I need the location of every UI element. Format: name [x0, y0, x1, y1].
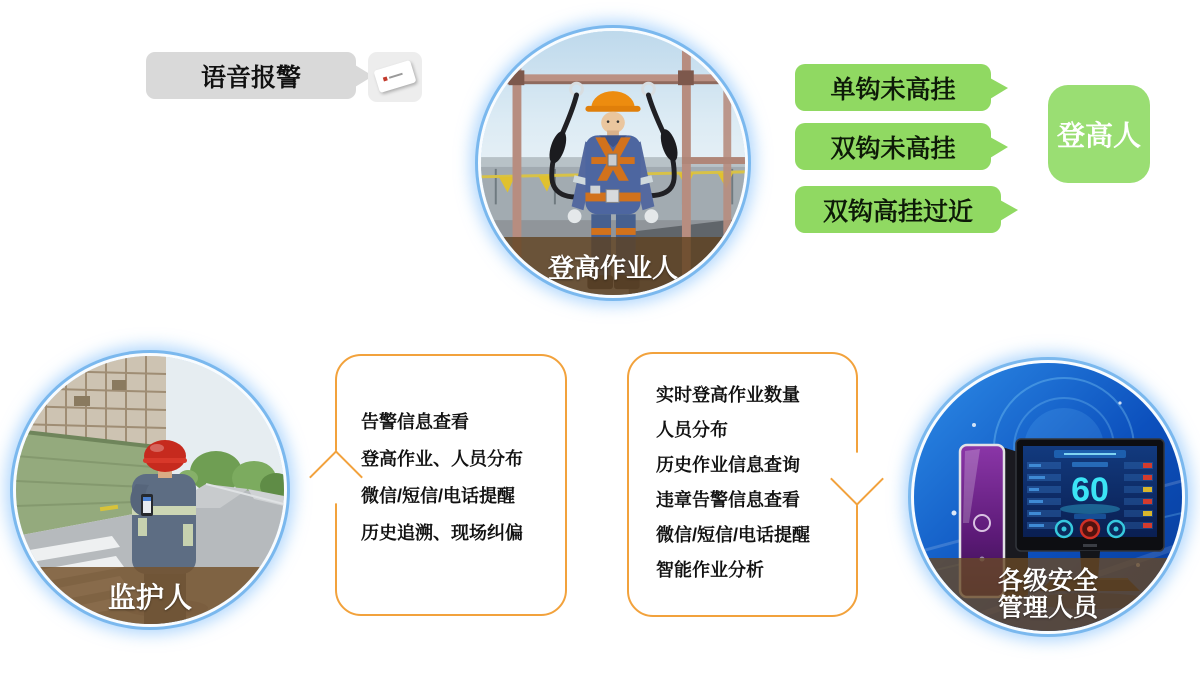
alarm-device-tile	[368, 52, 422, 102]
guardian-callout	[335, 354, 567, 616]
climber-photo-circle	[481, 31, 745, 295]
climber-badge-label: 登高人	[1056, 120, 1141, 151]
climber-badge	[1048, 85, 1150, 183]
alert-bubble-3-tail	[1000, 200, 1018, 221]
managers-label-line2: 管理人员	[997, 593, 1098, 622]
voice-alarm-device-icon	[373, 60, 416, 93]
managers-callout	[627, 352, 858, 617]
manager-feature-5: 微信/短信/电话提醒	[656, 525, 811, 545]
alert-bubble-2-tail	[990, 137, 1008, 158]
managers-photo-circle	[914, 363, 1182, 631]
manager-feature-3: 历史作业信息查询	[656, 455, 800, 475]
climber-label-band	[481, 237, 745, 295]
alert-bubble-single-hook	[795, 64, 991, 111]
guardian-feature-3: 微信/短信/电话提醒	[361, 486, 516, 506]
managers-label-band	[914, 558, 1182, 631]
guardian-photo-circle	[16, 356, 284, 624]
climber-label: 登高作业人	[547, 252, 678, 283]
managers-label-line1: 各级安全	[997, 566, 1098, 595]
alert-bubble-hooks-too-close	[795, 186, 1001, 233]
face	[601, 112, 625, 134]
guardian-feature-2: 登高作业、人员分布	[361, 449, 523, 469]
alert-bubble-double-hook	[795, 123, 991, 170]
voice-alarm-bubble	[146, 52, 356, 99]
guardian-feature-1: 告警信息查看	[361, 412, 469, 432]
device-logo-dot	[383, 76, 388, 81]
manager-feature-1: 实时登高作业数量	[656, 385, 800, 405]
manager-feature-4: 违章告警信息查看	[656, 490, 800, 510]
alert-label-1: 单钩未高挂	[830, 75, 956, 104]
alert-label-2: 双钩未高挂	[830, 134, 956, 163]
manager-feature-2: 人员分布	[656, 420, 728, 440]
device-logo-text	[389, 73, 403, 79]
guardian-label: 监护人	[107, 581, 192, 613]
dashboard-value: 60	[1071, 471, 1109, 509]
manager-feature-6: 智能作业分析	[656, 560, 764, 580]
guardian-feature-4: 历史追溯、现场纠偏	[361, 523, 523, 543]
guardian-label-band	[16, 567, 284, 624]
alert-label-3: 双钩高挂过近	[822, 197, 973, 226]
glove	[568, 209, 582, 223]
alert-bubble-1-tail	[990, 78, 1008, 99]
gauges	[1056, 520, 1124, 538]
voice-alarm-label: 语音报警	[200, 63, 301, 92]
red-helmet	[144, 440, 186, 472]
